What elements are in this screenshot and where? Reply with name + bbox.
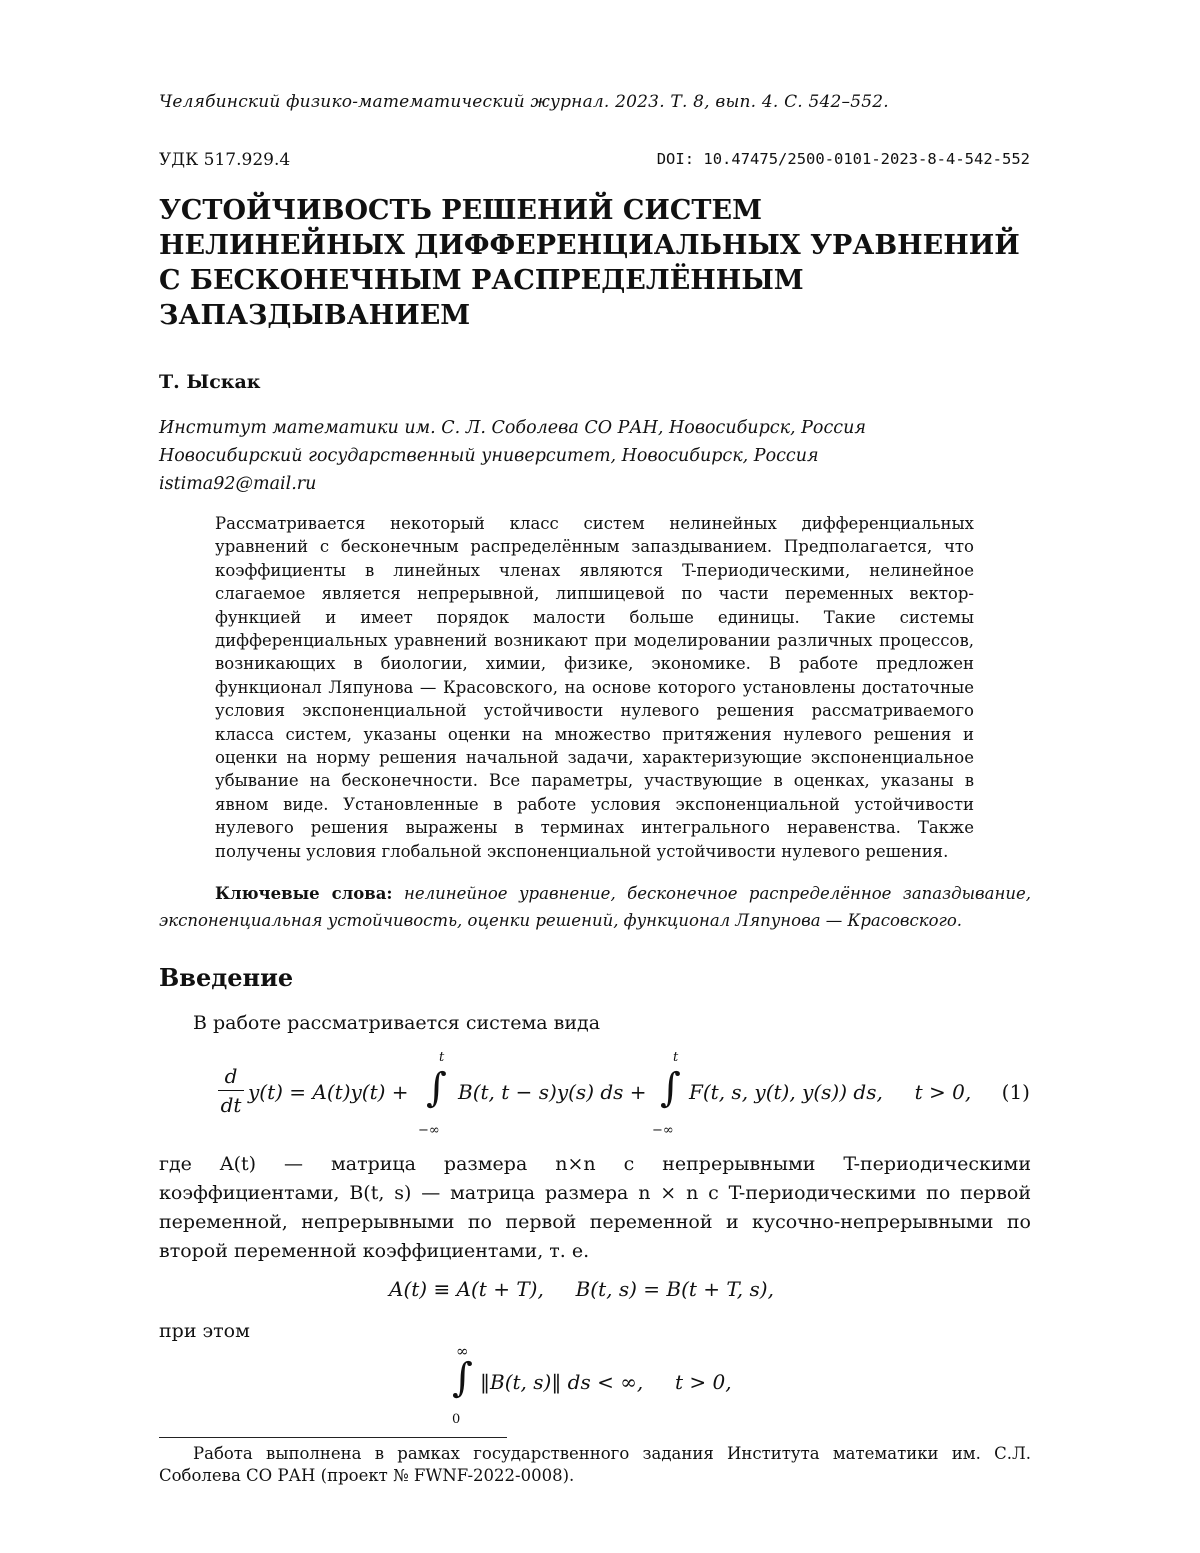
keywords	[159, 880, 1031, 934]
integral-lower-limit: −∞	[418, 1123, 440, 1138]
integral-body: ‖B(t, s)‖ ds < ∞, t > 0,	[480, 1370, 732, 1394]
integral-sign: ∫	[452, 1355, 473, 1401]
paragraph: где A(t) — матрица размера n×n с непрерывными T-периодическими коэффициентами, B(t, s) — матрица размера n × n с T-периодическими по первой переменной, непрерывными по первой переменной и кусочно-непрерывными по второй переменной коэффициентами, т. е.	[159, 1153, 1031, 1262]
title-line: ЗАПАЗДЫВАНИЕМ	[159, 300, 471, 331]
frac-denominator: dt	[220, 1093, 242, 1117]
frac-numerator: d	[224, 1064, 238, 1088]
author-name: Т. Ыскак	[159, 371, 261, 393]
keywords-text: нелинейное уравнение, бесконечное распределённое запаздывание, экспоненциальная устойчивость, оценки решений, функционал Ляпунова — Красовского.	[159, 884, 1031, 930]
derivative-fraction	[218, 1064, 244, 1117]
equation-1	[218, 1050, 1030, 1140]
equation-2: A(t) ≡ A(t + T), B(t, s) = B(t + T, s),	[389, 1277, 774, 1301]
paragraph: при этом	[159, 1320, 250, 1342]
title-line: УСТОЙЧИВОСТЬ РЕШЕНИЙ СИСТЕМ	[159, 195, 762, 226]
integral-lower-limit: −∞	[652, 1123, 674, 1138]
keywords-label: Ключевые слова:	[215, 884, 393, 903]
section-title: Введение	[159, 963, 294, 992]
footnote-rule	[159, 1437, 507, 1438]
integral-body: F(t, s, y(t), y(s)) ds, t > 0,	[689, 1080, 972, 1104]
paper-title	[159, 193, 1039, 333]
intro-line: В работе рассматривается система вида	[193, 1012, 601, 1034]
integral-upper-limit: t	[439, 1050, 445, 1065]
equation-number: (1)	[1001, 1080, 1030, 1104]
footnote: Работа выполнена в рамках государственного задания Института математики им. С.Л. Соболева СО РАН (проект № FWNF-2022-0008).	[159, 1444, 1031, 1485]
affiliations	[159, 414, 866, 498]
title-line: С БЕСКОНЕЧНЫМ РАСПРЕДЕЛЁННЫМ	[159, 265, 804, 296]
equation-3	[440, 1340, 770, 1432]
journal-citation: Челябинский физико-математический журнал. 2023. Т. 8, вып. 4. С. 542–552.	[159, 92, 889, 112]
title-line: НЕЛИНЕЙНЫХ ДИФФЕРЕНЦИАЛЬНЫХ УРАВНЕНИЙ	[159, 230, 1020, 261]
udk-code: УДК 517.929.4	[159, 150, 291, 170]
integral-upper-limit: t	[673, 1050, 679, 1065]
doi[interactable]: DOI: 10.47475/2500-0101-2023-8-4-542-552	[656, 150, 1030, 168]
frac-bar	[218, 1090, 244, 1091]
abstract: Рассматривается некоторый класс систем нелинейных дифференциальных уравнений с бесконечным распределённым запаздыванием. Предполагается, что коэффициенты в линейных членах являются T-периодическими, нелинейное слагаемое является непрерывной, липшицевой по части переменных вектор-функцией и имеет порядок малости больше единицы. Такие системы дифференциальных уравнений возникают при моделировании различных процессов, возникающих в биологии, химии, физике, экономике. В работе предложен функционал Ляпунова — Красовского, на основе которого установлены достаточные условия экспоненциальной устойчивости нулевого решения рассматриваемого класса систем, указаны оценки на множество притяжения нулевого решения и оценки на норму решения начальной задачи, характеризующие экспоненциальное убывание на бесконечности. Все параметры, участвующие в оценках, указаны в явном виде. Установленные в работе условия экспоненциальной устойчивости нулевого решения выражены в терминах интегрального неравенства. Также получены условия глобальной экспоненциальной устойчивости нулевого решения.	[215, 514, 974, 861]
integral-lower-limit: 0	[452, 1412, 461, 1427]
author-email[interactable]: istima92@mail.ru	[159, 474, 317, 494]
affiliation-line: Институт математики им. С. Л. Соболева СО РАН, Новосибирск, Россия	[159, 418, 866, 438]
affiliation-line: Новосибирский государственный университет, Новосибирск, Россия	[159, 446, 819, 466]
integral-sign: ∫	[660, 1065, 681, 1111]
equation-lhs: y(t) = A(t)y(t) +	[248, 1080, 409, 1104]
integral-body: B(t, t − s)y(s) ds +	[458, 1080, 647, 1104]
integral-upper-limit: ∞	[456, 1342, 469, 1360]
integral-sign: ∫	[426, 1065, 447, 1111]
